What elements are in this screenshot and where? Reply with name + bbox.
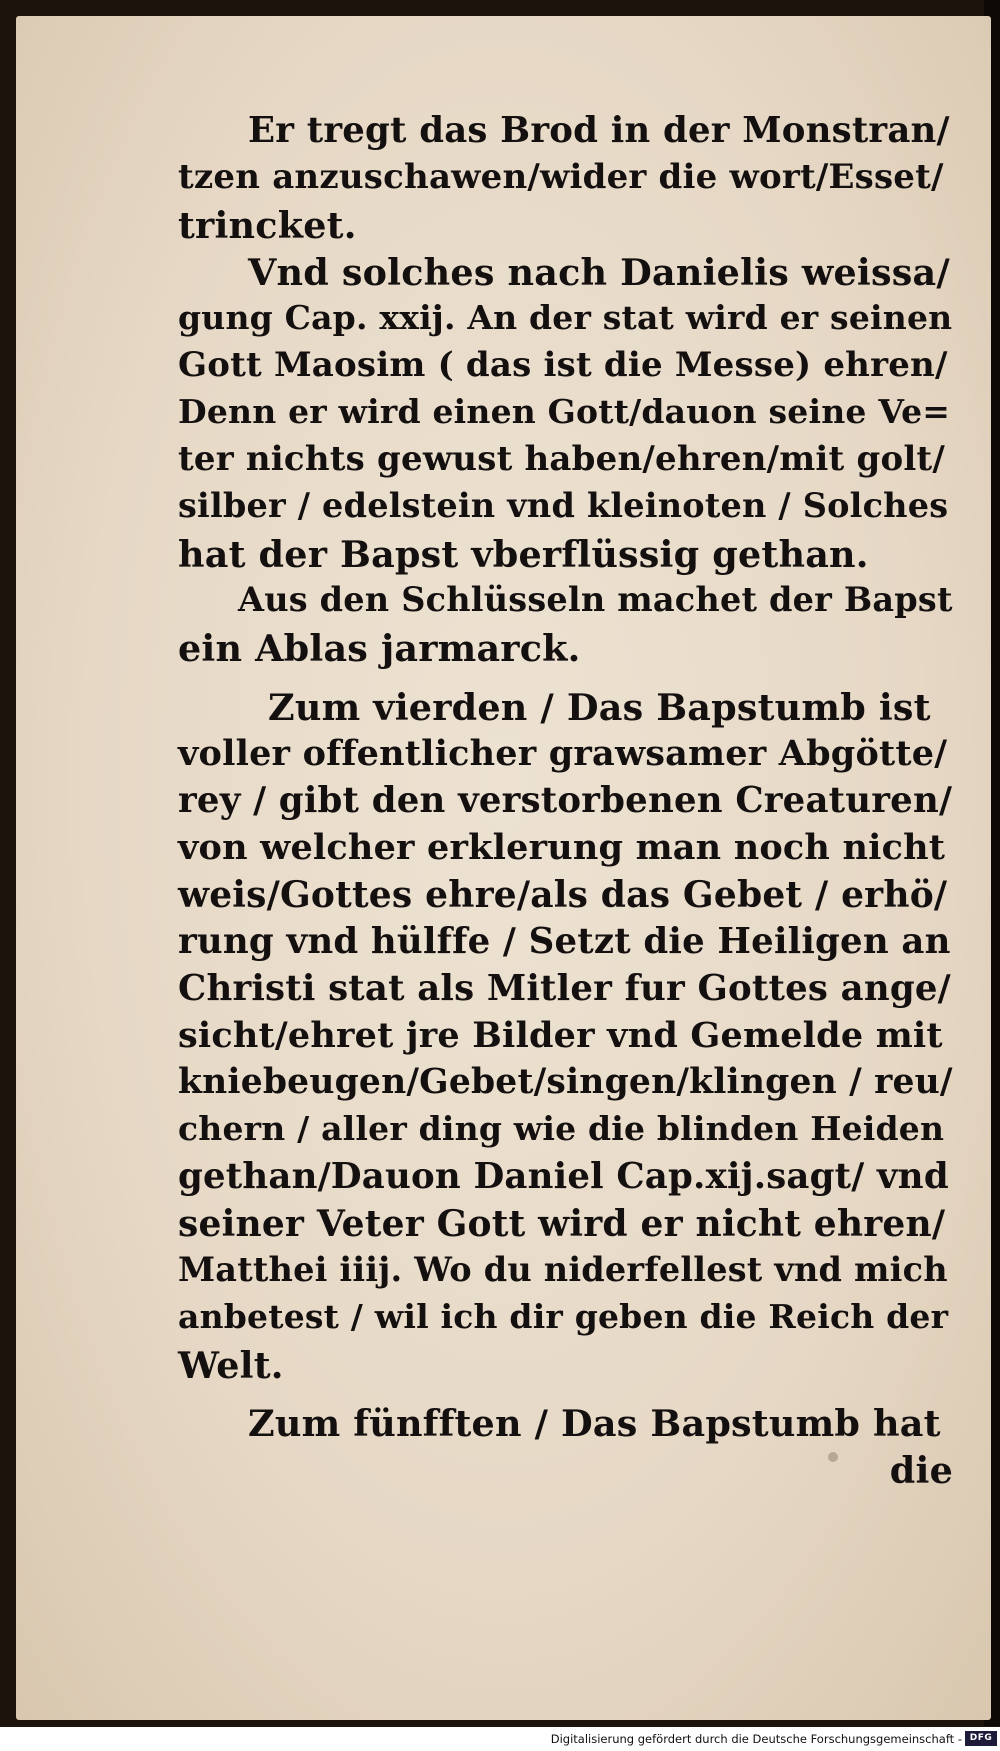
- text-line: hat der Bapst vberflüssig gethan.: [178, 533, 869, 576]
- funding-credit: Digitalisierung gefördert durch die Deutsche Forschungsgemeinschaft -: [550, 1732, 962, 1746]
- text-line: Christi stat als Mitler fur Gottes ange/: [178, 968, 951, 1009]
- text-line: rey / gibt den verstorbenen Creaturen/: [178, 780, 953, 821]
- text-line: trincket.: [178, 204, 357, 247]
- text-line: Er tregt das Brod in der Monstran/: [248, 110, 950, 151]
- text-line: anbetest / wil ich dir geben die Reich der: [178, 1297, 949, 1336]
- text-line: ein Ablas jarmarck.: [178, 627, 581, 670]
- footer-bar: [0, 1727, 1000, 1751]
- text-line: ter nichts gewust haben/ehren/mit golt/: [178, 439, 945, 479]
- text-line: Gott Maosim ( das ist die Messe) ehren/: [178, 345, 948, 385]
- page-speck: [828, 1452, 838, 1462]
- text-line: Zum fünfften / Das Bapstumb hat: [248, 1402, 941, 1445]
- text-line: Welt.: [178, 1344, 284, 1387]
- dfg-logo: DFG: [965, 1731, 997, 1746]
- text-line: rung vnd hülffe / Setzt die Heiligen an: [178, 921, 951, 962]
- text-line: tzen anzuschawen/wider die wort/Esset/: [178, 157, 944, 197]
- text-line: chern / aller ding wie die blinden Heiden: [178, 1109, 945, 1148]
- text-line: gung Cap. xxij. An der stat wird er seinen: [178, 298, 953, 337]
- text-line: silber / edelstein vnd kleinoten / Solches: [178, 486, 949, 525]
- text-line: voller offentlicher grawsamer Abgötte/: [178, 733, 948, 774]
- text-line: Aus den Schlüsseln machet der Bapst: [238, 580, 953, 619]
- text-line: kniebeugen/Gebet/singen/klingen / reu/: [178, 1062, 953, 1102]
- text-line: weis/Gottes ehre/als das Gebet / erhö/: [178, 874, 948, 916]
- text-line: von welcher erklerung man noch nicht: [178, 827, 946, 868]
- catchword: die: [889, 1449, 953, 1492]
- text-line: Vnd solches nach Danielis weissa/: [248, 251, 950, 294]
- text-line: sicht/ehret jre Bilder vnd Gemelde mit: [178, 1015, 943, 1056]
- text-line: gethan/Dauon Daniel Cap.xij.sagt/ vnd: [178, 1156, 949, 1197]
- text-line: seiner Veter Gott wird er nicht ehren/: [178, 1203, 946, 1245]
- text-line: Matthei iiij. Wo du niderfellest vnd mich: [178, 1250, 948, 1289]
- text-line: Zum vierden / Das Bapstumb ist: [268, 686, 931, 729]
- text-line: Denn er wird einen Gott/dauon seine Ve=: [178, 392, 951, 431]
